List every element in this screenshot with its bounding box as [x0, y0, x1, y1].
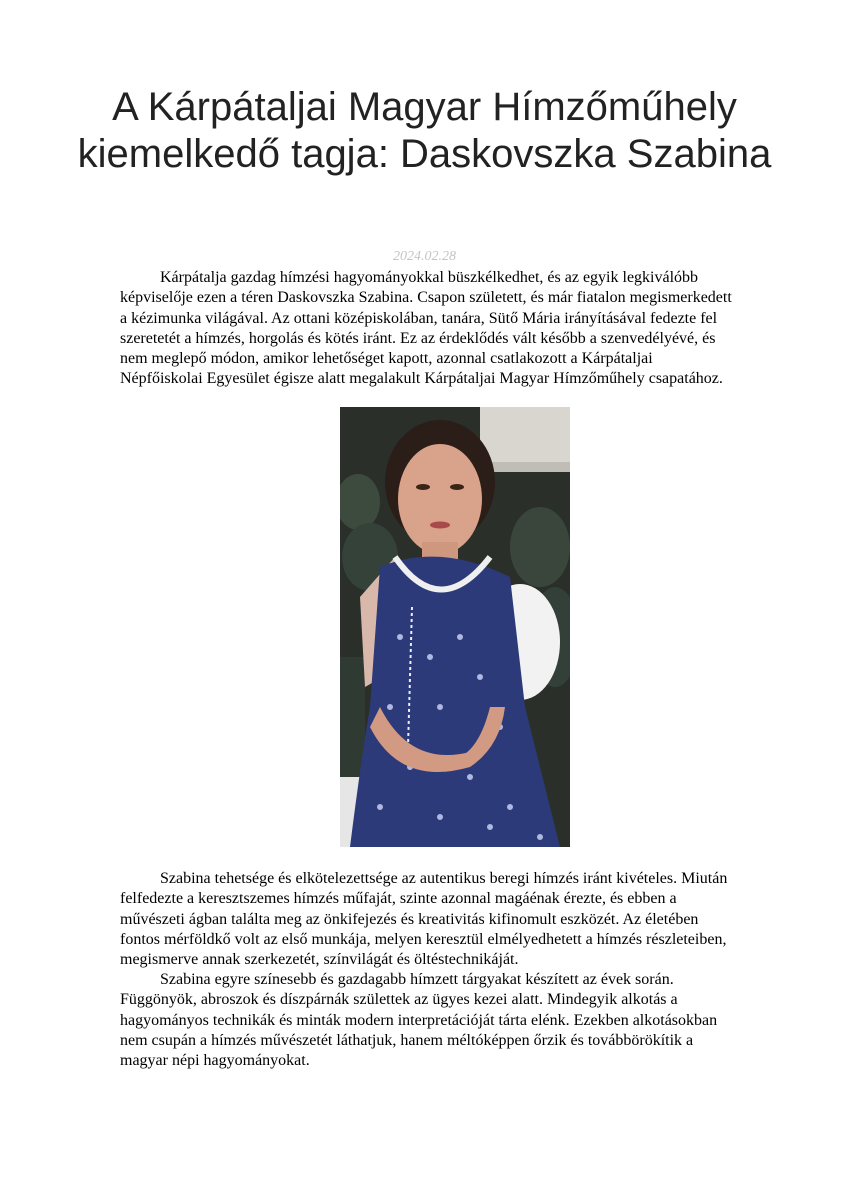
paragraph-talent: Szabina tehetsége és elkötelezettsége az autentikus beregi hímzés iránt kivételes. Miután felfedezte a keresztszemes hímzés műfaját, szinte azonnal magáénak érezte, és ebben a művészeti ágban találta meg az önkifejezés és kreativitás kifinomult eszközét. Az életében fontos mérföldkő volt az első munkája, melyen keresztül elmélyedhetett a hímzés részleteiben, megismerve annak szerkezetét, színvilágát és öltéstechnikáját. — [120, 870, 728, 969]
portrait-photo — [340, 407, 570, 847]
portrait-illustration — [340, 407, 570, 847]
paragraph-works: Szabina egyre színesebb és gazdagabb hímzett tárgyakat készített az évek során. Függönyök, abroszok és díszpárnák születtek az ügyes kezei alatt. Mindegyik alkotás a hagyományos technikák és minták modern interpretációját tárta elénk. Ezekben alkotásokban nem csupán a hímzés művészetét láthatjuk, hanem méltóképpen őrzik és továbbörökítik a magyar népi hagyományokat. — [120, 971, 718, 1070]
publication-date: 2024.02.28 — [393, 249, 456, 264]
page-title: A Kárpátaljai Magyar Hímzőműhely kiemelkedő tagja: Daskovszka Szabina — [77, 85, 772, 176]
paragraph-intro: Kárpátalja gazdag hímzési hagyományokkal büszkélkedhet, és az egyik legkiválóbb képviselője ezen a téren Daskovszka Szabina. Csapon született, és már fiatalon megismerkedett a kézimunka világával. Az ottani középiskolában, tanára, Sütő Mária irányításával fedezte fel szeretetét a hímzés, horgolás és kötés iránt. Ez az érdeklődés vált később a szenvedélyévé, és nem meglepő módon, amikor lehetőséget kapott, azonnal csatlakozott a Kárpátaljai Népfőiskolai Egyesület égisze alatt megalakult Kárpátaljai Magyar Hímzőműhely csapatához. — [120, 269, 732, 388]
